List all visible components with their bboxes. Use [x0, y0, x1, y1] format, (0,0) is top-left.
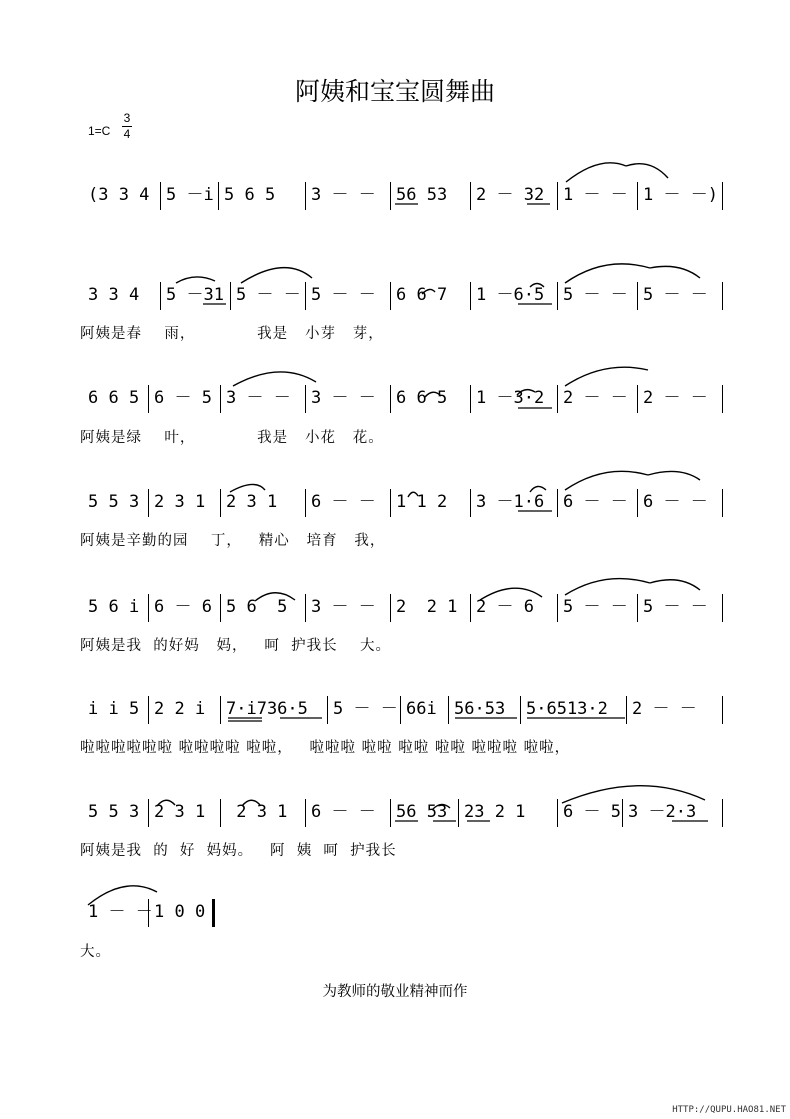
bar-line	[390, 385, 391, 413]
bar-line	[305, 799, 306, 827]
measure: 5·6513·2	[526, 699, 608, 719]
bar-line	[305, 385, 306, 413]
score-line	[0, 897, 790, 927]
measure: 1 0 0	[154, 902, 206, 922]
bar-line	[637, 282, 638, 310]
measure: 56 53	[396, 802, 448, 822]
time-signature-bottom: 4	[123, 127, 131, 141]
bar-line	[458, 799, 459, 827]
bar-line	[305, 594, 306, 622]
measure: (3 3 4	[88, 185, 150, 205]
bar-line	[148, 489, 149, 517]
measure: 6 － 5	[563, 802, 621, 822]
measure: 1 1 2	[396, 492, 448, 512]
bar-line	[637, 489, 638, 517]
bar-line	[218, 182, 219, 210]
bar-line	[557, 182, 558, 210]
measure: 3 － －	[311, 597, 376, 617]
measure: 2 － －	[563, 388, 628, 408]
measure: 5 － －	[563, 285, 628, 305]
measure: 3 －1·6	[476, 492, 545, 512]
bar-line	[520, 696, 521, 724]
measure: 5 6 i	[88, 597, 140, 617]
bar-line	[470, 385, 471, 413]
bar-line	[230, 282, 231, 310]
bar-line	[722, 385, 723, 413]
bar-line	[470, 594, 471, 622]
bar-line	[448, 696, 449, 724]
score-line	[0, 487, 790, 517]
bar-line	[220, 799, 221, 827]
measure: 3 － －	[226, 388, 291, 408]
measure: 5 5 3	[88, 802, 140, 822]
bar-line	[305, 182, 306, 210]
measure: 2 3 1	[154, 802, 206, 822]
measure: 3 － －	[311, 388, 376, 408]
measure: 3 － －	[311, 185, 376, 205]
bar-line	[305, 489, 306, 517]
bar-line	[557, 594, 558, 622]
bar-line	[722, 799, 723, 827]
bar-line	[722, 696, 723, 724]
bar-line	[470, 282, 471, 310]
measure: 5 － －	[311, 285, 376, 305]
bar-line	[722, 489, 723, 517]
measure: 6 6 7	[396, 285, 448, 305]
measure: 5 －i	[166, 185, 214, 205]
measure: 6 － －	[643, 492, 708, 512]
measure: 5 － －	[643, 597, 708, 617]
measure: 2 3 1	[154, 492, 206, 512]
measure: 1 － －)	[643, 185, 718, 205]
bar-line	[148, 385, 149, 413]
bar-line	[557, 385, 558, 413]
lyrics-line: 阿姨是我 的 好 妈妈。 阿 姨 呵 护我长	[80, 843, 397, 859]
bar-line	[637, 182, 638, 210]
bar-line	[470, 489, 471, 517]
bar-line	[637, 385, 638, 413]
bar-line	[327, 696, 328, 724]
lyrics-line: 阿姨是我 的好妈 妈， 呵 护我长 大。	[80, 638, 392, 654]
measure: 23 2 1	[464, 802, 526, 822]
bar-line	[212, 899, 215, 927]
lyrics-line: 阿姨是辛勤的园 丁， 精心 培育 我，	[80, 533, 386, 549]
measure: 5 － －	[236, 285, 301, 305]
bar-line	[220, 385, 221, 413]
measure: 2 － 6	[476, 597, 534, 617]
bar-line	[557, 799, 558, 827]
score-line	[0, 592, 790, 622]
measure: 5 － －	[333, 699, 398, 719]
bar-line	[400, 696, 401, 724]
measure: 6 － －	[311, 492, 376, 512]
measure: 3 3 4	[88, 285, 140, 305]
bar-line	[390, 594, 391, 622]
measure: 2 3 1	[226, 492, 278, 512]
measure: 1 －3·2	[476, 388, 545, 408]
bar-line	[220, 489, 221, 517]
bar-line	[220, 594, 221, 622]
measure: 2 3 1	[226, 802, 288, 822]
measure: 5 5 3	[88, 492, 140, 512]
score-line	[0, 383, 790, 413]
key-signature: 1=C	[88, 124, 111, 138]
measure: 3 －2·3	[628, 802, 697, 822]
measure: 6 － －	[563, 492, 628, 512]
score-line	[0, 694, 790, 724]
bar-line	[148, 899, 149, 927]
measure: 6 － 6	[154, 597, 212, 617]
bar-line	[390, 282, 391, 310]
bar-line	[160, 282, 161, 310]
bar-line	[722, 182, 723, 210]
bar-line	[722, 282, 723, 310]
score-line	[0, 280, 790, 310]
bar-line	[557, 282, 558, 310]
bar-line	[622, 799, 623, 827]
measure: 1 － －	[88, 902, 153, 922]
bar-line	[390, 182, 391, 210]
measure: 6 6 5	[396, 388, 448, 408]
bar-line	[470, 182, 471, 210]
measure: 1 －6·5	[476, 285, 545, 305]
bar-line	[722, 594, 723, 622]
bar-line	[637, 594, 638, 622]
measure: 5 6 5	[224, 185, 276, 205]
measure: 5 －31	[166, 285, 224, 305]
bar-line	[390, 799, 391, 827]
measure: 56 53	[396, 185, 448, 205]
bar-line	[148, 696, 149, 724]
measure: 1 － －	[563, 185, 628, 205]
bar-line	[626, 696, 627, 724]
measure: 5 － －	[643, 285, 708, 305]
watermark: HTTP://QUPU.HAO81.NET	[672, 1105, 786, 1115]
page-title: 阿姨和宝宝圆舞曲	[294, 77, 495, 106]
bar-line	[148, 594, 149, 622]
lyrics-line: 阿姨是春 雨， 我是 小芽 芽，	[80, 326, 384, 342]
measure: 6 6 5	[88, 388, 140, 408]
measure: 2 － 32	[476, 185, 545, 205]
measure: 2 2 1	[396, 597, 458, 617]
measure: 5 － －	[563, 597, 628, 617]
measure: 2 － －	[643, 388, 708, 408]
measure: 7·i736·5	[226, 699, 308, 719]
bar-line	[220, 696, 221, 724]
measure: 5 6 5	[226, 597, 288, 617]
bar-line	[390, 489, 391, 517]
measure: 56·53	[454, 699, 506, 719]
lyrics-line: 啦啦啦啦啦啦 啦啦啦啦 啦啦， 啦啦啦 啦啦 啦啦 啦啦 啦啦啦 啦啦，	[80, 740, 571, 756]
time-signature	[121, 112, 133, 141]
measure: i i 5	[88, 699, 140, 719]
lyrics-line: 阿姨是绿 叶， 我是 小花 花。	[80, 430, 384, 446]
measure: 2 2 i	[154, 699, 206, 719]
time-signature-top: 3	[123, 111, 131, 125]
score-line	[0, 797, 790, 827]
measure: 2 － －	[632, 699, 697, 719]
score-line	[0, 180, 790, 210]
measure: 66i	[406, 699, 437, 719]
bar-line	[557, 489, 558, 517]
lyrics-line: 大。	[80, 944, 111, 960]
measure: 6 － 5	[154, 388, 212, 408]
measure: 6 － －	[311, 802, 376, 822]
bar-line	[160, 182, 161, 210]
footer-note: 为教师的敬业精神而作	[322, 984, 468, 1000]
bar-line	[148, 799, 149, 827]
bar-line	[305, 282, 306, 310]
